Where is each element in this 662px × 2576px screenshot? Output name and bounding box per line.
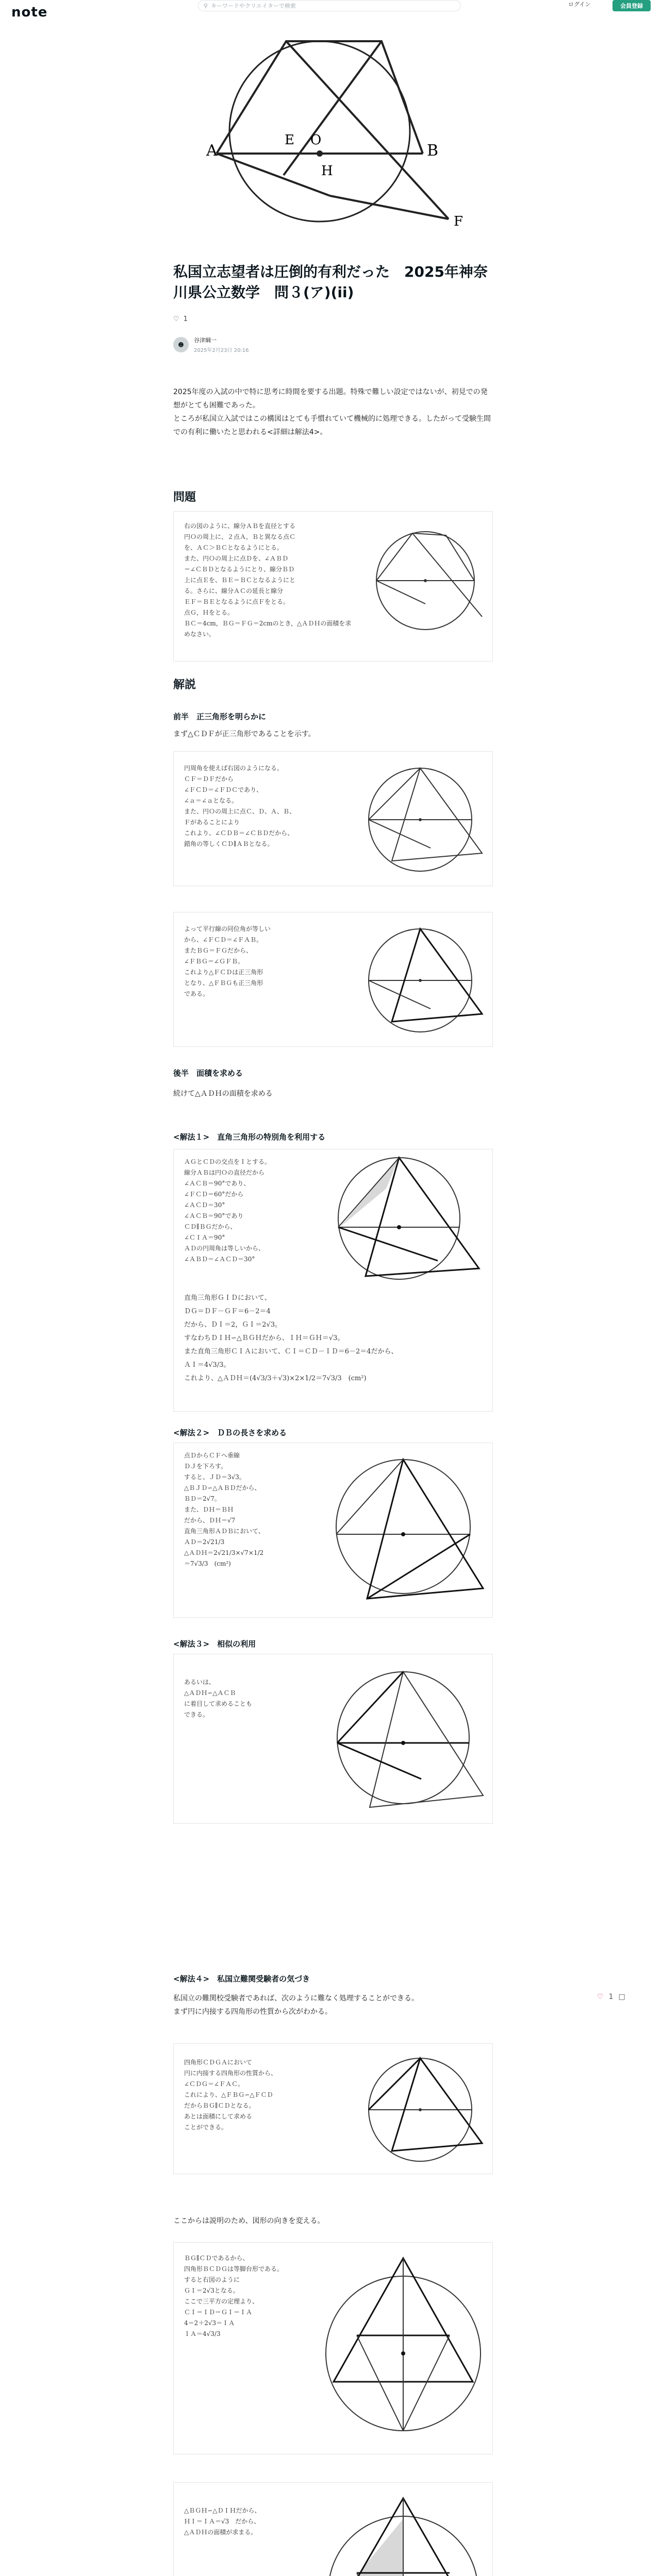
box3-line: ∠ＡＣＢ＝90°であり、	[184, 1180, 250, 1187]
problem-line: る。さらに、線分ＡＣの延長と線分	[184, 587, 284, 595]
box3b-line: だから、ＤＩ＝2，ＧＩ＝2√3。	[184, 1321, 282, 1329]
box3b-line: ＤＧ＝ＤＦ－ＧＦ＝6－2＝4	[184, 1308, 271, 1315]
problem-line: を、ＡＣ＞ＢＣとなるようにとる。	[184, 544, 284, 551]
box2-line: となり、△ＦＢＧも正三角形	[184, 979, 263, 987]
figure-6-diagram	[353, 2048, 488, 2172]
box8-line: △ＡＤＨの面積が求まる。	[184, 2529, 257, 2536]
problem-line: 上に点Ｅを、ＢＥ＝ＢＣとなるようにと	[184, 577, 296, 584]
note-logo[interactable]: note	[11, 5, 48, 20]
box5-line: できる。	[184, 1711, 209, 1718]
figure-6	[173, 2043, 493, 2174]
box5-line: △ＡＤＨ∽△ＡＣＢ	[184, 1689, 236, 1697]
box6-line: だからＢＧ∥ＣＤとなる。	[184, 2102, 255, 2109]
second-half-lead: 続けて△ＡＤＨの面積を求める	[173, 1090, 273, 1098]
problem-line: 円Ｏの周上に、２点Ａ，Ｂと異なる点Ｃ	[184, 533, 296, 540]
box3-line: ＡＤの円周角は等しいから、	[184, 1245, 265, 1252]
box3-line: ∠ＣＩＡ＝90°	[184, 1234, 225, 1241]
floating-like-count: 1	[608, 1993, 614, 2001]
box5-line: に着目して求めることも	[184, 1700, 253, 1707]
box3b-line: 直角三角形ＧＩＤにおいて、	[184, 1294, 271, 1302]
figure-1-diagram	[353, 758, 488, 882]
box7-line: 4＝2＋2√3＝ＩＡ	[184, 2319, 235, 2327]
figure-4-diagram	[318, 1449, 488, 1612]
box3-line: ∠ＡＣＤ＝30°	[184, 1201, 225, 1209]
box4-line: また、ＤＨ＝ＢＨ	[184, 1506, 234, 1513]
problem-line: ＥＦ＝ＢＥとなるように点Ｆをとる。	[184, 598, 290, 605]
box6-line: ことができる。	[184, 2124, 228, 2131]
author-row	[173, 336, 249, 353]
figure-3-diagram	[309, 1153, 489, 1285]
box4-line: △ＡＤＨ＝2√21/3×√7×1/2	[184, 1549, 264, 1556]
figure-2-diagram	[353, 919, 488, 1042]
method4-heading: <解法４> 私国立難関受験者の気づき	[173, 1974, 310, 1984]
box3-line: ＣＤ∥ＢＧだから、	[184, 1223, 237, 1230]
box1-line: また、円Ｏの周上に点Ｃ、Ｄ、Ａ、Ｂ、	[184, 808, 296, 815]
author-name[interactable]: 谷津綱一	[194, 337, 217, 344]
section-problem: 問題	[173, 491, 196, 504]
box4-line: だから、ＤＨ＝√7	[184, 1517, 236, 1524]
like-count: 1	[183, 315, 188, 323]
problem-line: 右の図のように、線分ＡＢを直径とする	[184, 522, 296, 530]
comment-icon[interactable]: □	[618, 1993, 625, 2001]
problem-line: ＢＣ＝4cm，ＢＧ＝ＦＧ＝2cmのとき，△ＡＤＨの面積を求めなさい。	[184, 620, 352, 638]
box4-line: 直角三角形ＡＤＢにおいて、	[184, 1528, 264, 1535]
box1-line: Ｆがあることにより	[184, 819, 240, 826]
box4-line: ＤＪを下ろす。	[184, 1463, 227, 1470]
search-placeholder: キーワードやクリエイターで検索	[211, 3, 296, 9]
figure-2	[173, 912, 493, 1047]
box3b-line: これより、△ＡＤＨ＝(4√3/3＋√3)×2×1/2＝7√3/3 (cm²)	[184, 1375, 367, 1382]
heart-icon[interactable]: ♡	[597, 1993, 604, 2001]
box2-line: から、∠ＦＣＤ＝∠ＦＡＢ。	[184, 936, 263, 943]
box3b-line: すなわちＤＩＨ∽△ＢＧＨだから、ＩＨ＝ＧＨ＝√3。	[184, 1334, 344, 1342]
box4-line: ＢＤ＝2√7。	[184, 1495, 221, 1502]
method4-p2: まず円に内接する四角形の性質から次がわかる。	[173, 2008, 332, 2016]
figure-8	[173, 2482, 493, 2576]
box7-line: ＧＩ＝2√3となる。	[184, 2287, 239, 2294]
problem-diagram	[363, 519, 487, 653]
box3-line: ＡＧとＣＤの交点をＩとする。	[184, 1158, 271, 1165]
box6-line: これにより、△ＦＢＧ∽△ＦＣＤ	[184, 2091, 273, 2098]
article-title: 私国立志望者は圧倒的有利だった 2025年神奈川県公立数学 問３(ア)(ii)	[173, 263, 488, 301]
box6-line: ∠ＣＤＧ＝∠ＦＡＣ。	[184, 2080, 244, 2088]
figure-1	[173, 751, 493, 886]
box2-line: これより△ＦＣＤは正三角形	[184, 969, 263, 976]
box3-line: 線分ＡＢは円Ｏの直径だから	[184, 1169, 265, 1176]
author-avatar[interactable]: ☻	[173, 337, 189, 352]
box6-line: 円に内接する四角形の性質から、	[184, 2070, 277, 2077]
box7-line: 四角形ＢＣＤＧは等脚台形である。	[184, 2265, 284, 2273]
hero-label-f: F	[454, 214, 464, 229]
first-half-heading: 前半 正三角形を明らかに	[173, 712, 267, 721]
login-link[interactable]: ログイン	[568, 1, 591, 8]
figure-7-diagram	[318, 2248, 488, 2450]
box1-line: ∠ａ＝∠ａとなる。	[184, 797, 238, 804]
box1-line: 円周角を使えば右図のようになる。	[184, 765, 284, 772]
problem-line: また、円Ｏの周上に点Ｄを、∠ＡＢＤ	[184, 555, 289, 562]
box1-line: 錯角の等しくＣＤ∥ＡＢとなる。	[184, 840, 274, 848]
problem-line: ＝∠ＣＢＤとなるようにとり、線分ＢＤ	[184, 566, 295, 573]
hero-label-b: B	[427, 142, 439, 160]
search-input[interactable]	[198, 0, 461, 11]
box7-line: ＩＡ＝4√3/3	[184, 2330, 221, 2337]
box4-line: 点ＤからＣＦへ垂線	[184, 1452, 240, 1459]
method2-heading: <解法２> ＤＢの長さを求める	[173, 1428, 287, 1437]
box4-line: △ＢＪＤ∽△ＡＢＤだから、	[184, 1484, 261, 1492]
box6-line: 四角形ＣＤＧＡにおいて	[184, 2059, 253, 2066]
box4-line: ＡＤ＝2√21/3	[184, 1538, 225, 1546]
box2-line: である。	[184, 990, 209, 997]
signup-button[interactable]: 会員登録	[613, 0, 651, 11]
box3b-line: ＡＩ＝4√3/3。	[184, 1361, 230, 1369]
figure-3	[173, 1149, 493, 1412]
heart-icon[interactable]: ♡	[173, 315, 179, 323]
first-half-lead: まず△ＣＤＦが正三角形であることを示す。	[173, 730, 316, 738]
box7-line: ここで三平方の定理より、	[184, 2298, 259, 2305]
box4-line: ＝7√3/3 (cm²)	[184, 1560, 231, 1567]
section-solution: 解説	[173, 679, 196, 691]
box3-line: ∠ＡＢＤ＝∠ＡＣＤ＝30°	[184, 1256, 255, 1263]
figure-5	[173, 1654, 493, 1824]
box4-line: すると、ＪＤ＝3√3。	[184, 1473, 245, 1481]
box5-line: あるいは、	[184, 1679, 216, 1686]
hero-label-e: E	[285, 132, 294, 148]
hero-label-a: A	[206, 142, 218, 160]
box8-line: △ＢＧＨ∽△ＤＩＨだから、	[184, 2507, 261, 2514]
method4-text2: ここからは説明のため、図形の向きを変える。	[173, 2217, 325, 2225]
second-half-heading: 後半 面積を求める	[173, 1069, 243, 1078]
box3-line: ∠ＦＣＤ＝60°だから	[184, 1191, 244, 1198]
box2-line: またＢＧ＝ＦＧだから、	[184, 947, 253, 954]
hero-label-h: H	[321, 163, 333, 179]
box6-line: あとは面積にして求める	[184, 2113, 253, 2120]
figure-8-diagram	[318, 2488, 488, 2576]
box8-line: ＨＩ＝ＩＡ＝√3 だから、	[184, 2518, 260, 2525]
box3b-line: また直角三角形ＣＩＡにおいて、ＣＩ＝ＣＤ－ＩＤ＝6－2＝4だから、	[184, 1348, 398, 1355]
figure-4	[173, 1443, 493, 1618]
box1-line: これより、∠ＣＤＢ＝∠ＣＢＤだから、	[184, 829, 294, 837]
figure-7	[173, 2242, 493, 2454]
box2-line: ∠ＦＢＧ＝∠ＧＦＢ。	[184, 958, 244, 965]
box1-line: ＣＦ＝ＤＦだから	[184, 775, 234, 783]
method4-text	[173, 1992, 493, 2019]
problem-figure	[173, 511, 493, 662]
figure-5-diagram	[318, 1660, 488, 1818]
hero-label-o: O	[310, 132, 322, 148]
post-date: 2025年2月23日 20:16	[194, 348, 249, 353]
problem-line: 点Ｇ，Ｈをとる。	[184, 609, 234, 616]
like-summary	[173, 315, 188, 323]
floating-like	[597, 1993, 625, 2001]
intro-text	[173, 385, 493, 439]
box2-line: よって平行線の同位角が等しい	[184, 925, 271, 933]
box1-line: ∠ＦＣＤ＝∠ＦＤＣであり、	[184, 786, 263, 793]
search-icon: ⚲	[204, 2, 208, 9]
box7-line: すると右図のように	[184, 2276, 240, 2283]
intro-p1: 2025年度の入試の中で特に思考に時間を要する出題。特殊で難しい設定ではないが、初見での発想がとても困難であった。	[173, 388, 488, 410]
method1-heading: <解法１> 直角三角形の特別角を利用する	[173, 1132, 326, 1142]
intro-p2: ところが私国立入試ではこの構図はとても手慣れていて機械的に処理できる。したがって受験生間での有利に働いたと思われる<詳細は解法4>。	[173, 415, 491, 436]
method3-heading: <解法３> 相似の利用	[173, 1639, 256, 1649]
hero-diagram	[175, 21, 474, 242]
box7-line: ＢＧ∥ＣＤであるから、	[184, 2255, 249, 2262]
method4-p1: 私国立の難関校受験者であれば、次のように難なく処理することができる。	[173, 1994, 419, 2003]
box7-line: ＣＩ＝ＩＤ＝ＧＩ＝ＩＡ	[184, 2309, 253, 2316]
box3-line: ∠ＡＣＢ＝90°であり	[184, 1212, 244, 1219]
